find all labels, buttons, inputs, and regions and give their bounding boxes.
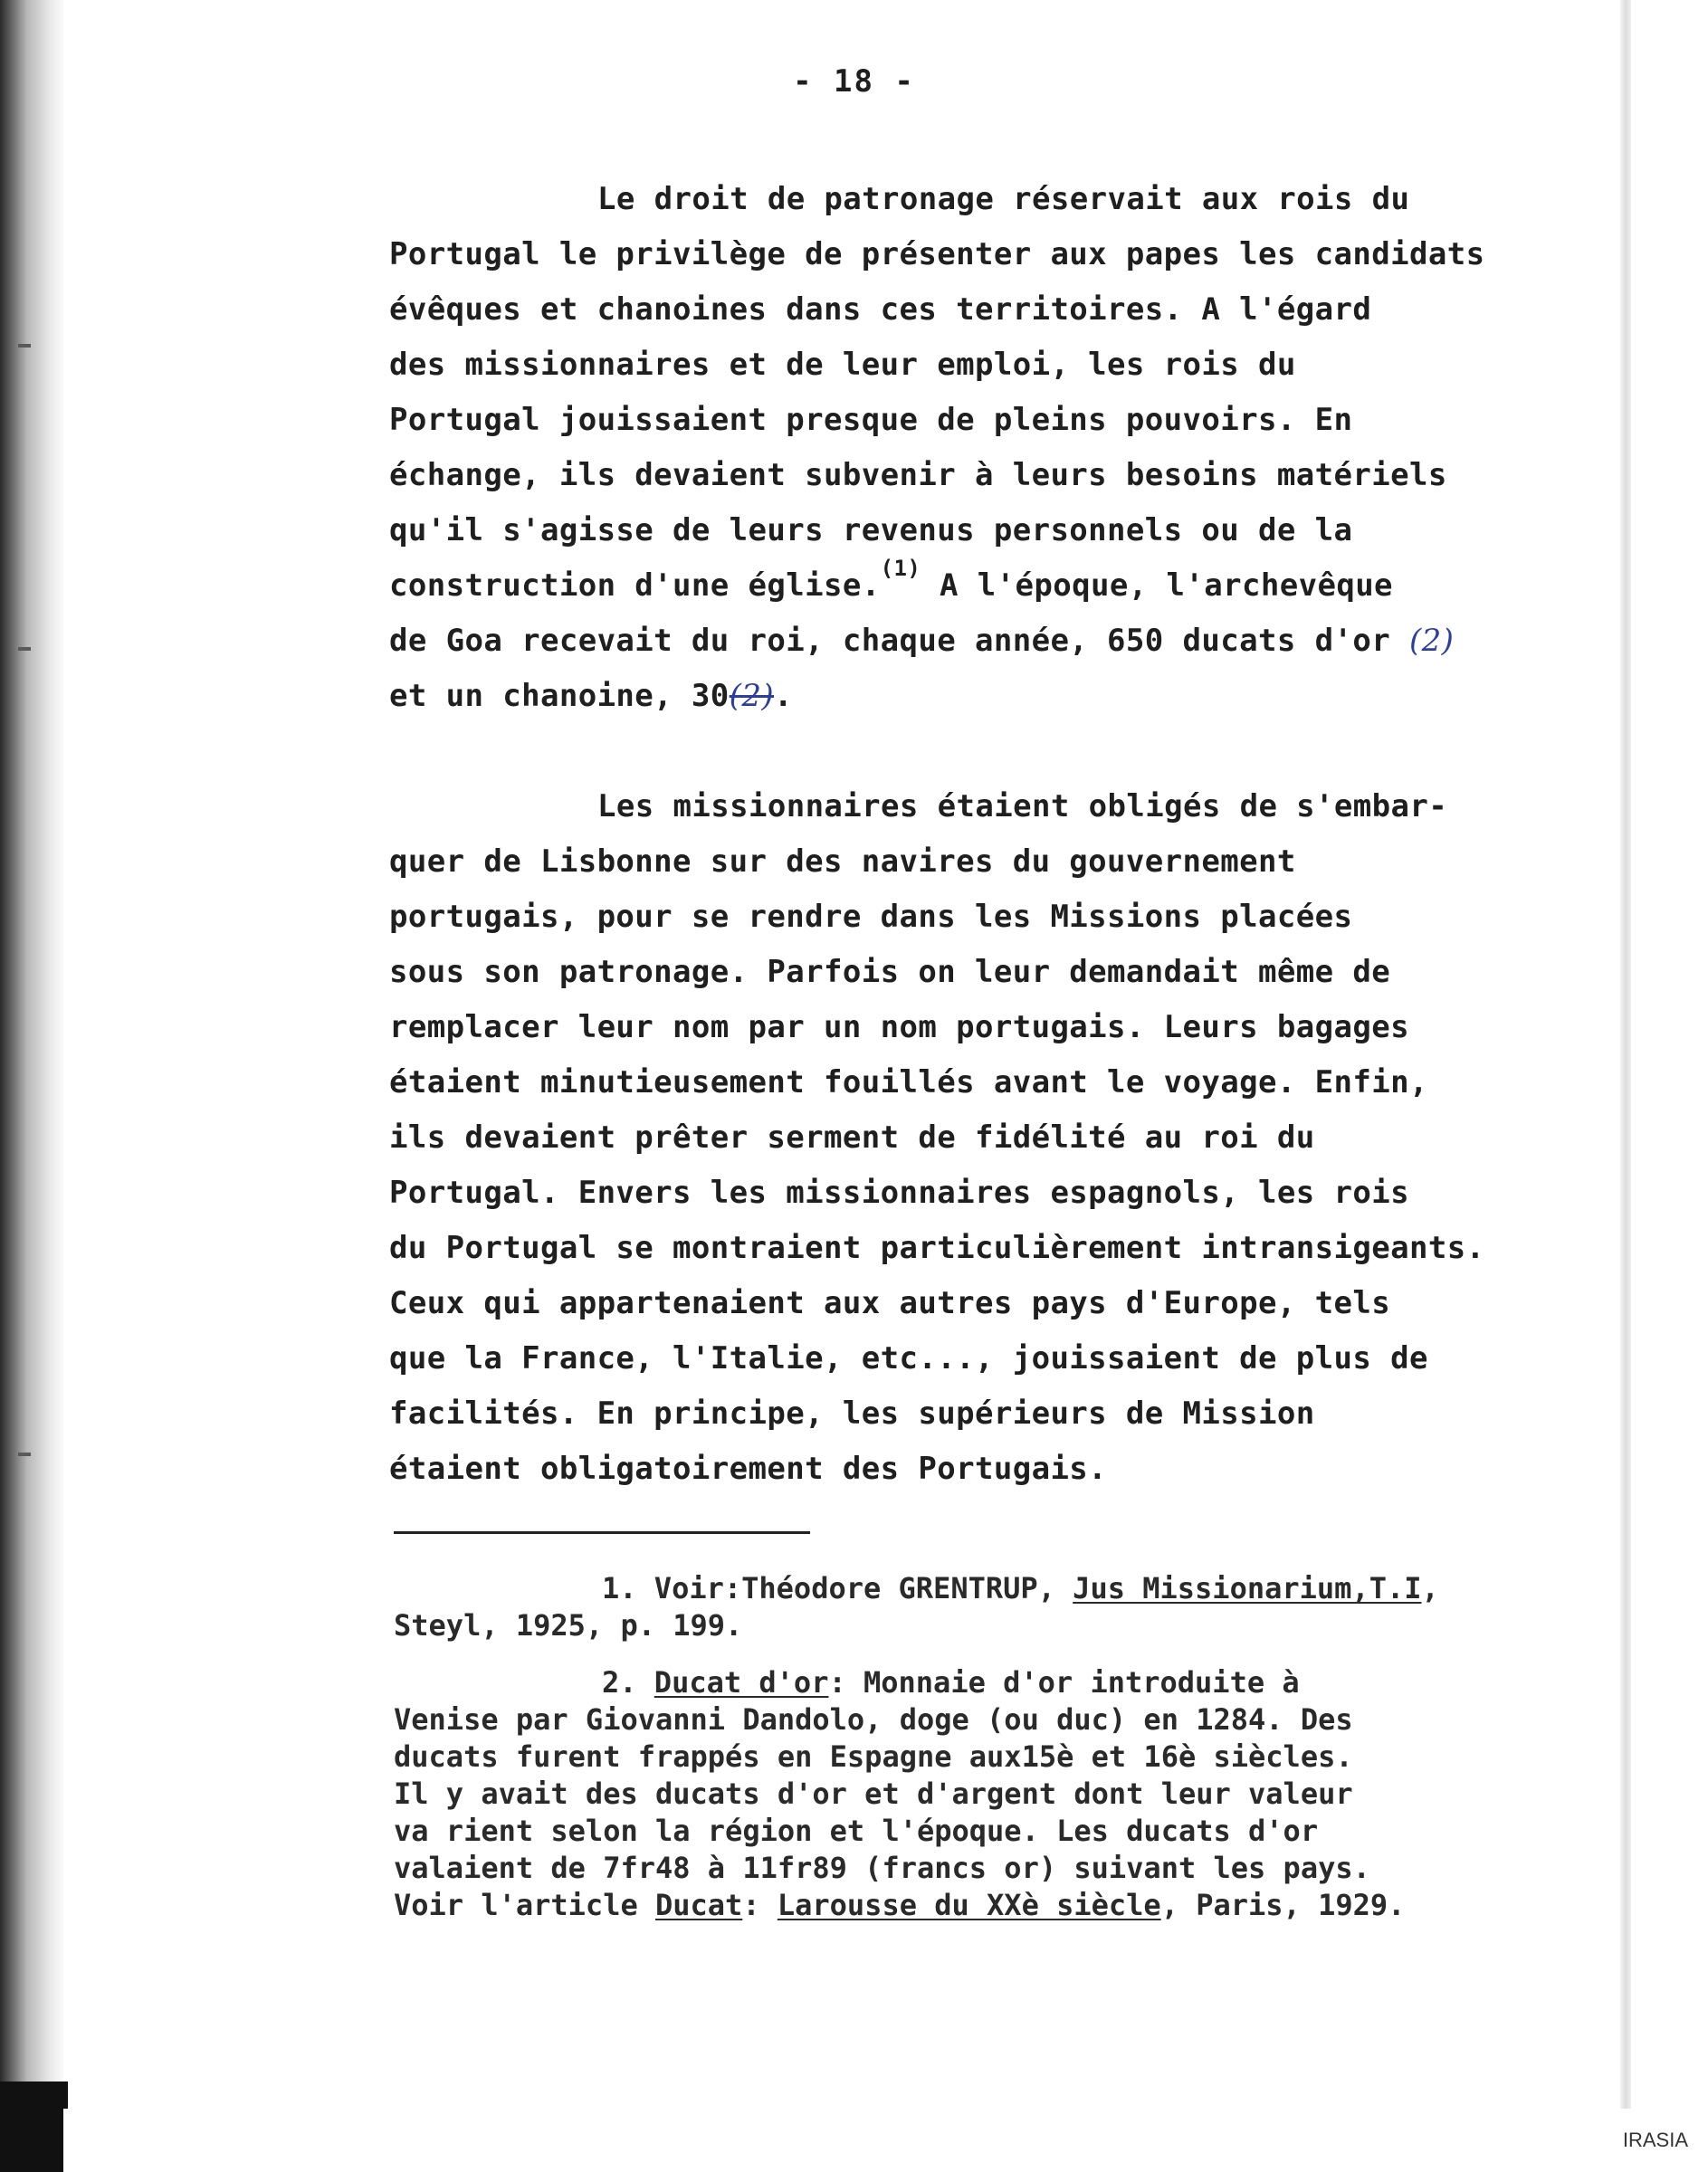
binding-shadow: [0, 2082, 68, 2172]
text-fragment: Voir l'article: [394, 1888, 655, 1922]
text-line: des missionnaires et de leur emploi, les rois du: [389, 347, 1296, 383]
text-line: évêques et chanoines dans ces territoires. A l'égard: [389, 291, 1372, 328]
footnote-line: [394, 1570, 1625, 1607]
text-line: que la France, l'Italie, etc..., jouissaient de plus de: [389, 1340, 1428, 1377]
book-binding: [0, 0, 63, 2172]
paragraph-gap: [389, 724, 1620, 779]
footnote-line: Steyl, 1925, p. 199.: [394, 1608, 743, 1643]
paragraph-2: [389, 779, 1620, 1497]
text-line: du Portugal se montraient particulièrement intransigeants.: [389, 1230, 1485, 1266]
text-fragment: 2.: [602, 1665, 654, 1700]
text-line: Les missionnaires étaient obligés de s'embar-: [597, 788, 1448, 824]
text-line: Portugal jouissaient presque de pleins pouvoirs. En: [389, 402, 1353, 438]
paragraph-1: [389, 172, 1620, 724]
text-line: étaient obligatoirement des Portugais.: [389, 1451, 1108, 1487]
footnotes: [394, 1570, 1625, 1924]
text-fragment: , Paris, 1929.: [1160, 1888, 1406, 1922]
footnote-title: Larousse du XXè siècle: [777, 1888, 1161, 1922]
footnote-term: Ducat d'or: [654, 1665, 829, 1700]
footnote-term: Ducat: [654, 1888, 743, 1922]
text-line: quer de Lisbonne sur des navires du gouvernement: [389, 843, 1296, 880]
text-line: qu'il s'agisse de leurs revenus personnels ou de la: [389, 512, 1353, 548]
text-fragment: .: [774, 678, 793, 714]
watermark: IRASIA: [1622, 2129, 1688, 2151]
text-line: Le droit de patronage réservait aux rois du: [597, 181, 1410, 217]
text-fragment: construction d'une église.: [389, 567, 881, 604]
text-line: remplacer leur nom par un nom portugais. Leurs bagages: [389, 1009, 1409, 1045]
footnote-ref-1: (1): [880, 556, 921, 581]
text-line: Portugal. Envers les missionnaires espagnols, les rois: [389, 1175, 1409, 1211]
footnote-ref-2: (2): [729, 678, 775, 714]
text-fragment: ,: [1421, 1571, 1439, 1605]
footnote-line: [394, 1887, 1625, 1924]
text-line: étaient minutieusement fouillés avant le voyage. Enfin,: [389, 1064, 1428, 1100]
text-line: facilités. En principe, les supérieurs de Mission: [389, 1396, 1315, 1432]
text-line: [389, 669, 1620, 724]
text-line: Portugal le privilège de présenter aux papes les candidats: [389, 236, 1485, 272]
binding-stitch: [18, 1453, 31, 1456]
footnote-gap: [394, 1644, 1625, 1664]
text-fragment: :: [742, 1888, 778, 1922]
text-line: [389, 614, 1620, 669]
page-number: - 18 -: [793, 63, 915, 100]
footnote-line: Venise par Giovanni Dandolo, doge (ou duc) en 1284. Des: [394, 1702, 1353, 1737]
footnote-line: ducats furent frappés en Espagne aux15è et 16è siècles.: [394, 1739, 1353, 1774]
footnote-line: [394, 1664, 1625, 1701]
footnote-2: [394, 1664, 1625, 1924]
page-bottom-edge: [63, 2109, 1708, 2172]
text-fragment: : Monnaie d'or introduite à: [828, 1665, 1300, 1700]
text-line: ils devaient prêter serment de fidélité au roi du: [389, 1119, 1315, 1156]
text-fragment: de Goa recevait du roi, chaque année, 650 ducats d'or: [389, 623, 1391, 659]
text-line: [389, 558, 1620, 614]
footnote-1: [394, 1570, 1625, 1644]
binding-stitch: [18, 344, 31, 348]
footnote-line: Il y avait des ducats d'or et d'argent dont leur valeur: [394, 1777, 1353, 1811]
text-line: portugais, pour se rendre dans les Missions placées: [389, 899, 1353, 935]
text-line: sous son patronage. Parfois on leur demandait même de: [389, 954, 1391, 990]
text-fragment: et un chanoine, 30: [389, 678, 730, 714]
text-fragment: A l'époque, l'archevêque: [921, 567, 1393, 604]
footnote-line: va rient selon la région et l'époque. Les ducats d'or: [394, 1814, 1319, 1848]
footnote-separator: [394, 1531, 810, 1534]
text-line: échange, ils devaient subvenir à leurs besoins matériels: [389, 457, 1447, 493]
text-line: Ceux qui appartenaient aux autres pays d'Europe, tels: [389, 1285, 1391, 1321]
body-text: [389, 172, 1620, 1497]
footnote-line: valaient de 7fr48 à 11fr89 (francs or) suivant les pays.: [394, 1851, 1370, 1885]
text-fragment: 1. Voir:Théodore GRENTRUP,: [602, 1571, 1073, 1605]
footnote-title: Jus Missionarium,T.I: [1073, 1571, 1422, 1605]
handwritten-note: (2): [1408, 623, 1455, 659]
binding-stitch: [18, 647, 31, 651]
